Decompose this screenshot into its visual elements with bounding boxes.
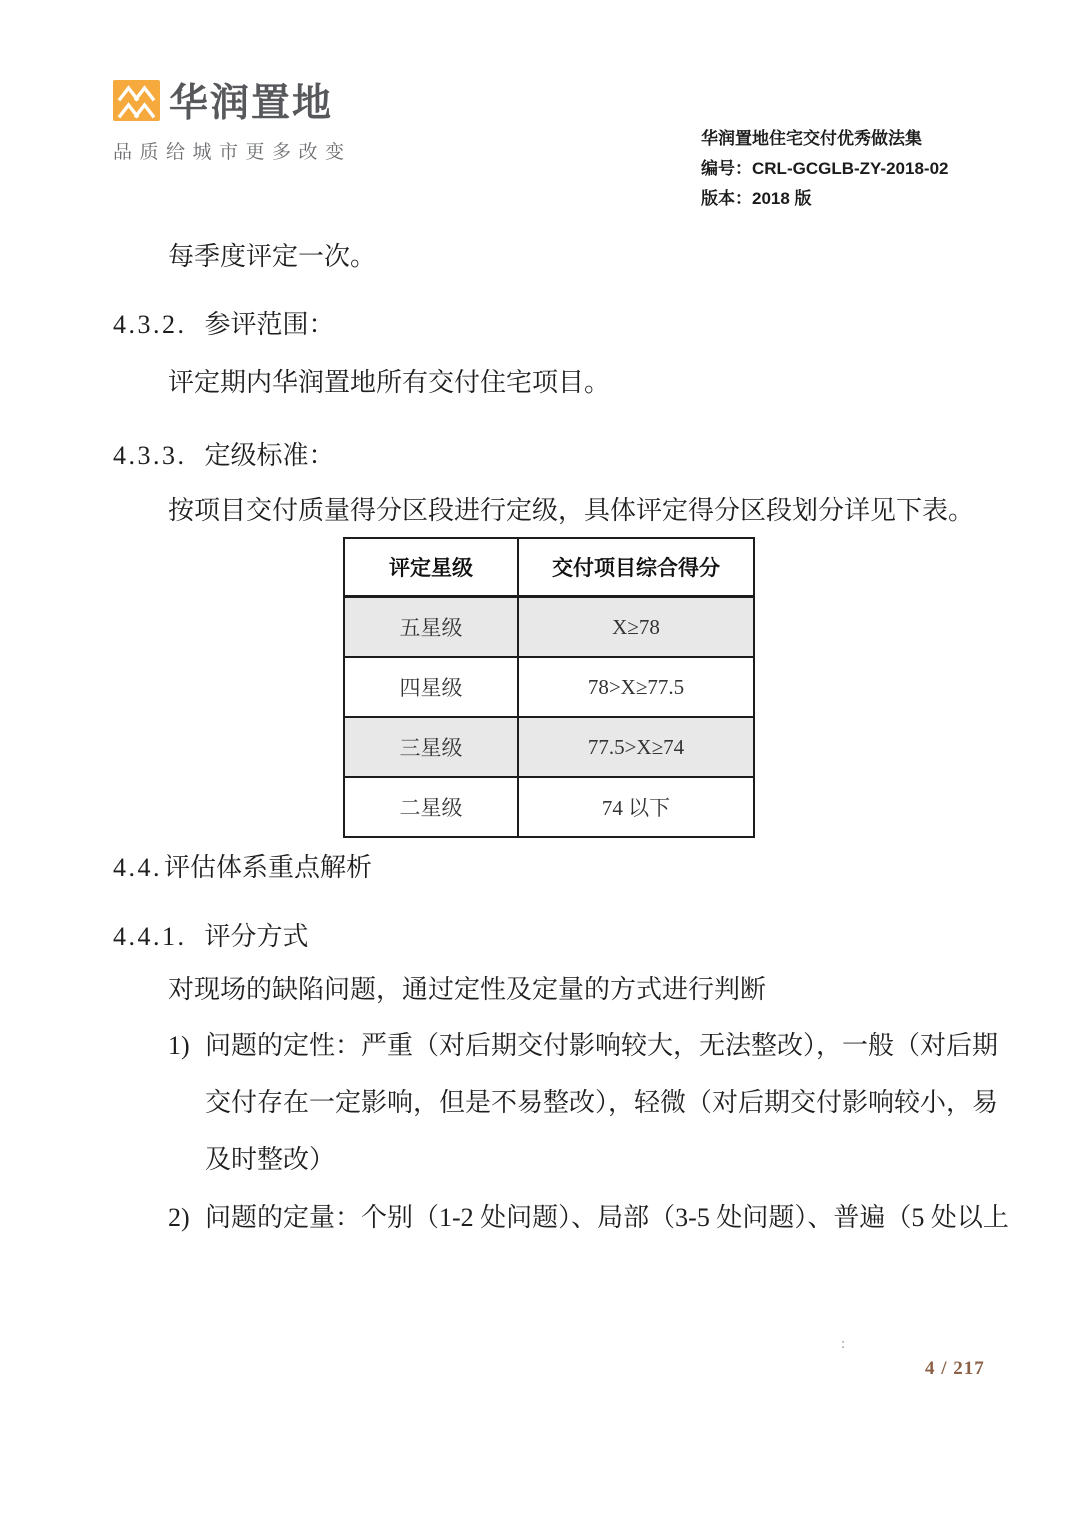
doc-code-value: CRL-GCGLB-ZY-2018-02 [752, 159, 949, 178]
section-title: 评估体系重点解析 [164, 853, 373, 882]
logo-block [113, 72, 352, 164]
doc-code-label: 编号： [701, 159, 752, 178]
table-row [344, 657, 754, 717]
section-heading-4-4-1 [113, 922, 309, 952]
numbered-item-2 [168, 1189, 1009, 1246]
section-heading-4-3-3 [113, 441, 335, 471]
doc-version-line [701, 184, 948, 214]
section-paragraph-4-3-3: 按项目交付质量得分区段进行定级，具体评定得分区段划分详见下表。 [168, 496, 975, 525]
item-marker: 2) [168, 1203, 190, 1232]
section-paragraph-4-4-1: 对现场的缺陷问题，通过定性及定量的方式进行判断 [168, 975, 767, 1004]
section-number: 4.4. [113, 853, 162, 882]
table-row [344, 777, 754, 837]
table-row [344, 717, 754, 777]
level-cell: 二星级 [344, 777, 518, 837]
item-line: 交付存在一定影响，但是不易整改），轻微（对后期交付影响较小，易 [205, 1088, 999, 1117]
page-number: 4 / 217 [925, 1358, 985, 1379]
level-cell: 四星级 [344, 657, 518, 717]
intro-paragraph: 每季度评定一次。 [168, 242, 377, 271]
section-number: 4.3.3. [113, 441, 187, 470]
table-header-score: 交付项目综合得分 [518, 538, 754, 597]
doc-code-line [701, 154, 948, 184]
level-cell: 五星级 [344, 597, 518, 658]
item-text [205, 1189, 1009, 1246]
table-row [344, 597, 754, 658]
section-paragraph-4-3-2: 评定期内华润置地所有交付住宅项目。 [168, 368, 611, 397]
section-title: 评分方式 [204, 922, 309, 951]
doc-title: 华润置地住宅交付优秀做法集 [701, 129, 922, 148]
level-cell: 三星级 [344, 717, 518, 777]
section-number: 4.3.2. [113, 310, 187, 339]
doc-version-label: 版本： [701, 189, 752, 208]
score-cell: 74 以下 [518, 777, 754, 837]
rating-table [343, 537, 755, 838]
item-marker: 1) [168, 1031, 190, 1060]
item-line: 问题的定性：严重（对后期交付影响较大，无法整改），一般（对后期 [205, 1031, 999, 1060]
section-number: 4.4.1. [113, 922, 187, 951]
section-heading-4-3-2 [113, 310, 335, 340]
doc-version-value: 2018 版 [752, 189, 812, 208]
score-cell: X≥78 [518, 597, 754, 658]
brand-name: 华润置地 [169, 82, 334, 125]
brand-tagline: 品质给城市更多改变 [113, 142, 352, 163]
numbered-item-1 [168, 1017, 998, 1188]
item-line: 问题的定量：个别（1-2 处问题）、局部（3-5 处问题）、普遍（5 处以上 [205, 1203, 1009, 1232]
item-text [205, 1017, 998, 1188]
doc-header [701, 124, 948, 214]
stray-mark: : [841, 1336, 846, 1352]
score-cell: 77.5>X≥74 [518, 717, 754, 777]
item-line: 及时整改） [205, 1145, 336, 1174]
section-title: 定级标准： [204, 441, 335, 470]
score-cell: 78>X≥77.5 [518, 657, 754, 717]
section-heading-4-4 [113, 853, 372, 883]
table-header-level: 评定星级 [344, 538, 518, 597]
double-mountain-logo-icon [113, 80, 160, 121]
section-title: 参评范围： [204, 310, 335, 339]
table-header-row [344, 538, 754, 597]
